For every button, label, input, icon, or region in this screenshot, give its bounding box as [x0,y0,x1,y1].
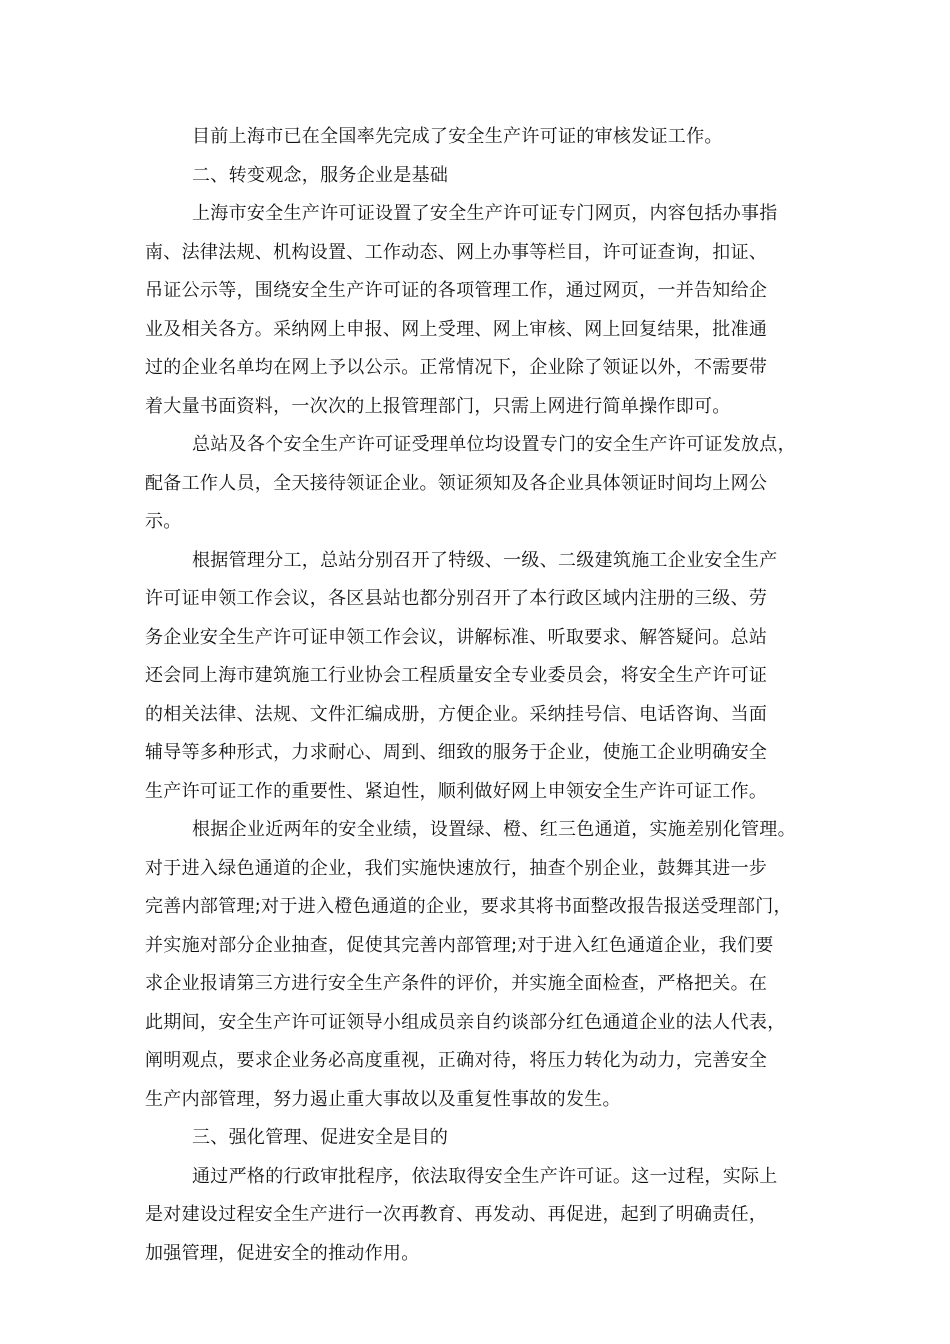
text-line: 的相关法律、法规、文件汇编成册，方便企业。采纳挂号信、电话咨询、当面 [145,703,768,725]
text-line: 着大量书面资料，一次次的上报管理部门，只需上网进行简单操作即可。 [145,395,731,417]
text-line: 上海市安全生产许可证设置了安全生产许可证专门网页，内容包括办事指 [192,203,778,224]
text-line: 业及相关各方。采纳网上申报、网上受理、网上审核、网上回复结果，批准通 [145,318,768,340]
text-line: 通过严格的行政审批程序，依法取得安全生产许可证。这一过程，实际上 [192,1165,778,1187]
text-line: 生产内部管理，努力遏止重大事故以及重复性事故的发生。 [145,1088,621,1110]
text-line: 此期间，安全生产许可证领导小组成员亲自约谈部分红色通道企业的法人代表， [145,1011,786,1033]
text-line: 过的企业名单均在网上予以公示。正常情况下，企业除了领证以外，不需要带 [145,357,768,378]
text-line: 求企业报请第三方进行安全生产条件的评价，并实施全面检查，严格把关。在 [145,973,768,994]
text-line: 阐明观点，要求企业务必高度重视，正确对待，将压力转化为动力，完善安全 [145,1050,768,1071]
text-line: 根据企业近两年的安全业绩，设置绿、橙、红三色通道，实施差别化管理。 [192,819,796,840]
text-line: 生产许可证工作的重要性、紧迫性，顺利做好网上申领安全生产许可证工作。 [145,780,768,802]
text-line: 示。 [145,511,182,532]
text-line: 并实施对部分企业抽查，促使其完善内部管理;对于进入红色通道企业，我们要 [145,934,774,956]
text-line: 三、强化管理、促进安全是目的 [192,1127,449,1148]
text-line: 辅导等多种形式，力求耐心、周到、细致的服务于企业，使施工企业明确安全 [145,742,768,763]
document-body [145,118,825,1273]
text-line: 目前上海市已在全国率先完成了安全生产许可证的审核发证工作。 [192,126,723,147]
text-line: 加强管理，促进安全的推动作用。 [145,1242,420,1264]
text-line: 总站及各个安全生产许可证受理单位均设置专门的安全生产许可证发放点， [192,434,796,455]
text-line: 吊证公示等，围绕安全生产许可证的各项管理工作，通过网页，一并告知给企 [145,280,768,301]
text-line: 务企业安全生产许可证申领工作会议，讲解标准、听取要求、解答疑问。总站 [145,626,768,648]
text-line: 完善内部管理;对于进入橙色通道的企业，要求其将书面整改报告报送受理部门， [145,896,792,917]
text-line: 根据管理分工，总站分别召开了特级、一级、二级建筑施工企业安全生产 [192,549,778,571]
text-line: 许可证申领工作会议，各区县站也都分别召开了本行政区域内注册的三级、劳 [145,588,768,609]
text-line: 南、法律法规、机构设置、工作动态、网上办事等栏目，许可证查询，扣证、 [145,241,768,263]
text-line: 还会同上海市建筑施工行业协会工程质量安全专业委员会，将安全生产许可证 [145,665,768,686]
text-line: 二、转变观念，服务企业是基础 [192,164,449,186]
text-line: 对于进入绿色通道的企业，我们实施快速放行，抽查个别企业，鼓舞其进一步 [145,857,768,879]
text-line: 是对建设过程安全生产进行一次再教育、再发动、再促进，起到了明确责任， [145,1204,768,1225]
text-line: 配备工作人员，全天接待领证企业。领证须知及各企业具体领证时间均上网公 [145,472,768,494]
